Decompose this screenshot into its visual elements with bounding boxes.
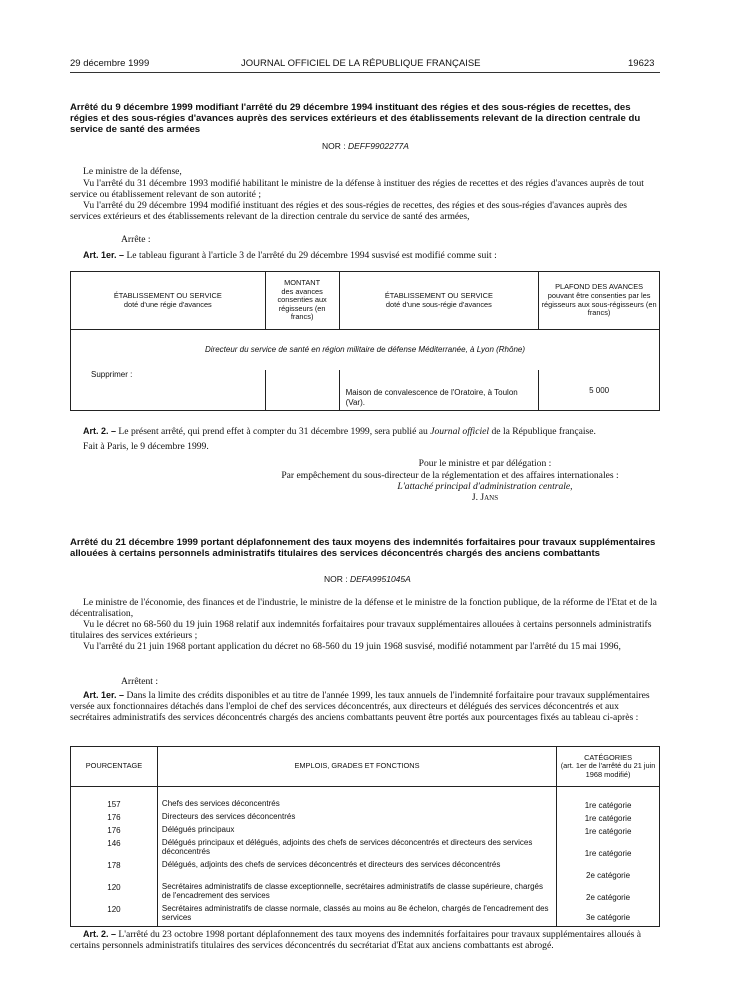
header-date: 29 décembre 1999 [70,58,150,69]
row-pct: 176 [71,825,158,838]
arrete1-art1 [83,250,660,261]
sig-line3: L'attaché principal d'administration centrale, [397,481,573,492]
arrete2-title: Arrêté du 21 décembre 1999 portant déplafonnement des taux moyens des indemnités forfaitaires pour travaux supplémentaires allouées à certains personnels administratifs titulaires des services déconcentrés chargés des anciens combattants [70,537,656,559]
arrete2-art1: Art. 1er. – Dans la limite des crédits disponibles et au titre de l'année 1999, les taux annuels de l'indemnité forfaitaire pour travaux supplémentaires versée aux fonctionnaires détachés dans l'emploi de chef des services déconcentrés, aux directeurs et délégués des services déconcentrés et aux secrétaires administratifs des services déconcentrés chargés des anciens combattants peuvent être portés aux pourcentages fixés au tableau ci-après : [70,690,650,723]
t1-col-montant: MONTANT des avances consenties aux régisseurs (en francs) [265,272,339,330]
arrete2-table [70,746,660,927]
row-categorie: 3e catégorie [557,904,660,927]
arrete2-ministers: Le ministre de l'économie, des finances et de l'industrie, le ministre de la défense et le ministre de la fonction publique, de la réforme de l'Etat et de la décentralisation, [70,597,657,619]
table-row [71,799,660,812]
t1-plafond: 5 000 [539,370,660,411]
table-row [71,812,660,825]
row-categorie: 1re catégorie [557,838,660,860]
arrete2-nor: NOR : DEFA9951045A [324,574,411,584]
t2-spacer [71,787,158,799]
arrete1-art2: Art. 2. – Le présent arrêté, qui prend effet à compter du 31 décembre 1999, sera publié au Journal officiel de la République française. [83,426,596,437]
arrete1-fait: Fait à Paris, le 9 décembre 1999. [83,441,209,452]
arrete1-table [70,271,660,411]
arrete2-arretent: Arrêtent : [121,676,159,687]
row-pct: 120 [71,904,158,927]
row-emploi: Délégués principaux et délégués, adjoints des chefs de services déconcentrés et directeurs des services déconcentrés [157,838,556,860]
t1-col-sousregie: ÉTABLISSEMENT OU SERVICE doté d'une sous-régie d'avances [339,272,539,330]
sig-line1: Pour le ministre et par délégation : [418,458,552,469]
row-categorie: 2e catégorie [557,860,660,882]
row-categorie: 1re catégorie [557,825,660,838]
arrete1-minister: Le ministre de la défense, [83,166,182,177]
arrete1-vu2: Vu l'arrêté du 29 décembre 1994 modifié instituant des régies et des sous-régies de recettes, des régies et des sous-régies d'avances auprès des services extérieurs et des établissements relevant de la direction centrale du service de santé des armées, [70,200,627,222]
sig-line2: Par empêchement du sous-directeur de la réglementation et des affaires internationales : [281,470,619,481]
journal-title: JOURNAL OFFICIEL DE LA RÉPUBLIQUE FRANÇAISE [241,58,481,69]
row-categorie: 1re catégorie [557,799,660,812]
row-categorie: 1re catégorie [557,812,660,825]
row-pct: 178 [71,860,158,882]
t1-col-plafond: PLAFOND DES AVANCES pouvant être consenties par les régisseurs aux sous-régisseurs (en francs) [539,272,660,330]
table-row [71,825,660,838]
row-pct: 146 [71,838,158,860]
t1-col-etab: ÉTABLISSEMENT OU SERVICE doté d'une régie d'avances [71,272,266,330]
row-emploi: Délégués principaux [157,825,556,838]
nor-label: NOR : [322,141,346,151]
t2-col-emplois: EMPLOIS, GRADES ET FONCTIONS [157,747,556,787]
row-emploi: Secrétaires administratifs de classe normale, classés au moins au 8e échelon, chargés de l'encadrement des services [157,904,556,927]
arrete1-arrete: Arrête : [121,234,151,245]
header-rule [70,72,660,73]
art2-label: Art. 2. – [83,426,117,436]
art1-label: Art. 1er. – [83,250,125,260]
row-pct: 120 [71,882,158,904]
sig-name: J. Jans [471,492,499,503]
t2-col-pct: POURCENTAGE [71,747,158,787]
arrete1-title: Arrêté du 9 décembre 1999 modifiant l'arrêté du 29 décembre 1994 instituant des régies et des sous-régies de recettes, des régies et des sous-régies d'avances auprès des services extérieurs et des établissements relevant de la direction centrale du service de santé des armées [70,102,641,135]
nor-code: DEFF9902277A [348,141,409,151]
table-row [71,904,660,927]
row-emploi: Directeurs des services déconcentrés [157,812,556,825]
row-emploi: Secrétaires administratifs de classe exceptionnelle, secrétaires administratifs de classe supérieure, chargés de l'encadrement des services [157,882,556,904]
row-emploi: Délégués, adjoints des chefs de services déconcentrés et directeurs des services déconcentrés [157,860,556,882]
table-row [71,838,660,860]
t1-etab: Maison de convalescence de l'Oratoire, à Toulon (Var). [339,370,539,411]
t2-spacer [557,787,660,799]
arrete2-vu2: Vu l'arrêté du 21 juin 1968 portant application du décret no 68-560 du 19 juin 1968 susvisé, modifié notamment par l'arrêté du 15 mai 1996, [83,641,621,652]
row-pct: 157 [71,799,158,812]
row-emploi: Chefs des services déconcentrés [157,799,556,812]
t1-empty [265,370,339,411]
row-pct: 176 [71,812,158,825]
page-number: 19623 [628,58,655,69]
arrete2-vu1: Vu le décret no 68-560 du 19 juin 1968 relatif aux indemnités forfaitaires pour travaux supplémentaires allouées à certains personnels administratifs titulaires des services extérieurs ; [70,619,652,641]
arrete1-vu1: Vu l'arrêté du 31 décembre 1993 modifié habilitant le ministre de la défense à instituer des régies de recettes et des régies d'avances auprès de tout service ou établissement relevant de son autorité ; [70,178,644,200]
t1-section: Directeur du service de santé en région militaire de défense Méditerranée, à Lyon (Rhône) [71,330,660,370]
arrete1-nor [322,141,409,151]
art1-text: Le tableau figurant à l'article 3 de l'arrêté du 29 décembre 1994 susvisé est modifié comme suit : [126,250,497,261]
t1-supprimer: Supprimer : [71,370,266,411]
table-row [71,882,660,904]
t2-col-cat: CATÉGORIES (art. 1er de l'arrêté du 21 juin 1968 modifié) [557,747,660,787]
arrete2-art2: Art. 2. – L'arrêté du 23 octobre 1998 portant déplafonnement des taux moyens des indemnités forfaitaires pour travaux supplémentaires alloués à certains personnels administratifs titulaires des services déconcentrés du secrétariat d'Etat aux anciens combattants est abrogé. [70,929,641,951]
row-categorie: 2e catégorie [557,882,660,904]
t2-body [71,787,660,927]
t2-spacer [157,787,556,799]
table-row [71,860,660,882]
